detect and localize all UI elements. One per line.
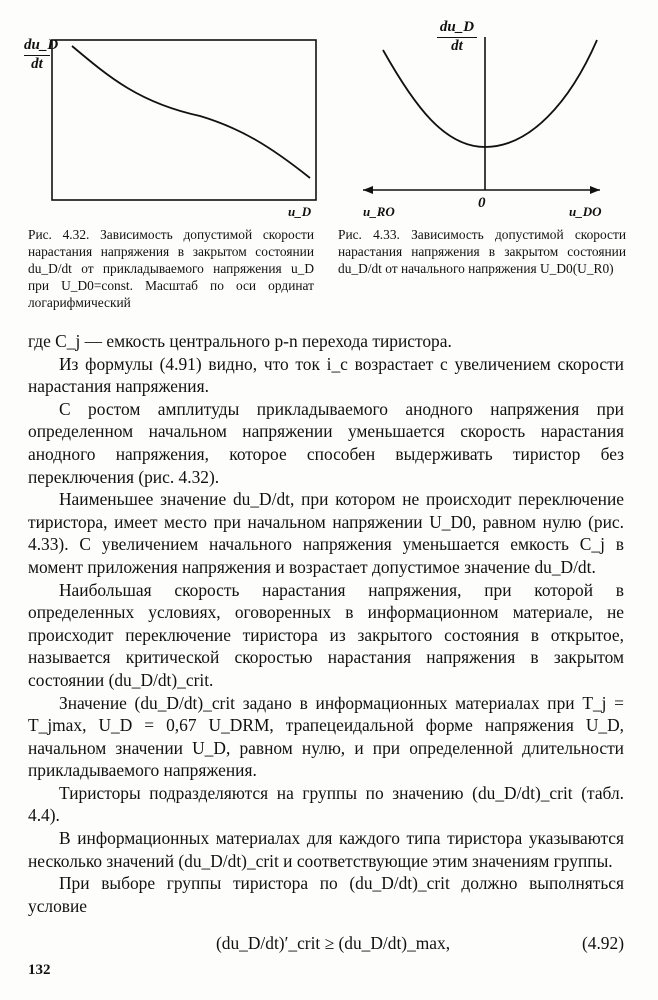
paragraph: Наибольшая скорость нарастания напряжения, при которой в определенных условиях, оговоренных в информационном материале, не происходит переключение тиристора из закрытого состояния в открытое, называется критической скоростью нарастания напряжения в закрытом состоянии (du_D/dt)_crit. <box>28 579 624 690</box>
equation-4-92 <box>28 933 624 957</box>
dudt-vs-ud0-curve <box>383 37 597 147</box>
paragraph: где C_j — емкость центрального p-n перехода тиристора. <box>28 331 452 351</box>
x-axis-left-arrow <box>363 186 373 194</box>
body-text <box>28 330 624 917</box>
figure-4-32-plot <box>20 28 320 218</box>
origin-label: 0 <box>478 195 486 211</box>
equation-number: (4.92) <box>581 933 624 953</box>
x-axis-right-arrow <box>590 186 600 194</box>
x-axis-label-left: u_RO <box>363 204 395 219</box>
dudt-vs-ud-curve <box>72 46 310 178</box>
figure-4-32-caption: Рис. 4.32. Зависимость допустимой скорости нарастания напряжения в закрытом состоянии du_D/dt от прикладываемого напряжения u_D при U_D0=const. Масштаб по оси ординат логарифмический <box>28 227 314 310</box>
x-axis-label-right: u_DO <box>569 204 602 219</box>
figure-4-33-caption: Рис. 4.33. Зависимость допустимой скорости нарастания напряжения в закрытом состоянии du_D/dt от начального напряжения U_D0(U_R0) <box>338 227 626 276</box>
paragraph: Значение (du_D/dt)_crit задано в информационных материалах при T_j = T_jmax, U_D = 0,67 U_DRM, трапецеидальной форме напряжения U_D, начальном значении U_D, равном нулю, и при определенной длительности прикладываемого напряжения. <box>28 692 624 781</box>
figure-4-33 <box>345 12 650 222</box>
x-axis-label: u_D <box>288 204 312 219</box>
y-label-denominator: dt <box>31 55 43 72</box>
figure-4-32 <box>20 28 320 218</box>
paragraph: При выборе группы тиристора по (du_D/dt)_crit должно выполняться условие <box>28 873 624 916</box>
paragraph: В информационных материалах для каждого типа тиристора указываются несколько значений (du_D/dt)_crit и соответствующие этим значениям группы. <box>28 828 624 871</box>
plot-frame <box>52 40 316 200</box>
paragraph: С ростом амплитуды прикладываемого анодного напряжения при определенном начальном напряжении уменьшается скорость нарастания анодного напряжения, которое способен выдерживать тиристор без переключения (рис. 4.32). <box>28 398 624 487</box>
page-number: 132 <box>28 962 51 978</box>
y-label-numerator: du_D <box>24 37 59 53</box>
y-label-denominator: dt <box>451 37 463 54</box>
paragraph: Наименьшее значение du_D/dt, при котором не происходит переключение тиристора, имеет место при начальном напряжении U_D0, равном нулю (рис. 4.33). С увеличением начального напряжения уменьшается емкость C_j в момент приложения напряжения и возрастает допустимое значение du_D/dt. <box>28 489 624 577</box>
paragraph: Тиристоры подразделяются на группы по значению (du_D/dt)_crit (табл. 4.4). <box>28 782 624 826</box>
figure-4-33-plot <box>345 12 650 222</box>
y-label-numerator: du_D <box>439 19 475 35</box>
equation-expression: (du_D/dt)′_crit ≥ (du_D/dt)_max, <box>216 933 451 953</box>
paragraph: Из формулы (4.91) видно, что ток i_c возрастает с увеличением скорости нарастания напряжения. <box>28 353 624 397</box>
